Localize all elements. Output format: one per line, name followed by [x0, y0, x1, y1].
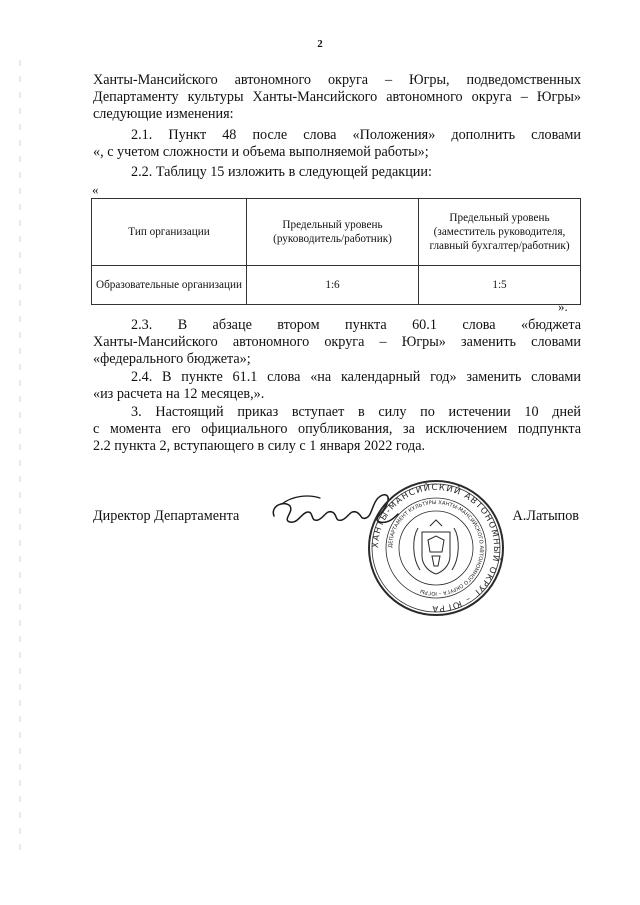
paragraph-3 [93, 404, 581, 455]
intro-line-1: Ханты-Мансийского автономного округа – Югры, подведомственных [93, 72, 581, 88]
table-quote-open: « [92, 182, 99, 197]
intro-line-2: Департаменту культуры Ханты-Мансийского автономного округа – Югры» [93, 89, 581, 105]
p2-4-line-2: «из расчета на 12 месяцев,». [93, 386, 265, 402]
p2-3-line-1: 2.3. В абзаце втором пункта 60.1 слова «бюджета [131, 317, 581, 333]
p3-line-2: с момента его официального опубликования, за исключением подпункта [93, 421, 581, 437]
table-header-cell: Предельный уровень (руководитель/работник) [247, 199, 419, 266]
coat-of-arms-icon [414, 520, 459, 574]
scan-margin-artifact [18, 60, 22, 860]
p3-line-3: 2.2 пункта 2, вступающего в силу с 1 января 2022 года. [93, 438, 426, 454]
table-cell: 1:5 [419, 266, 581, 305]
p2-2-line: 2.2. Таблицу 15 изложить в следующей редакции: [131, 164, 432, 180]
paragraph-2-3 [93, 317, 581, 368]
table-header-cell: Тип организации [92, 199, 247, 266]
paragraph-2-1 [93, 127, 581, 161]
p2-4-line-1: 2.4. В пункте 61.1 слова «на календарный год» заменить словами [131, 369, 581, 385]
page-number: 2 [317, 38, 323, 50]
p2-1-line-2: «, с учетом сложности и объема выполняемой работы»; [93, 144, 429, 160]
table-row [92, 266, 581, 305]
table-header-cell: Предельный уровень (заместитель руководителя, главный бухгалтер/работник) [419, 199, 581, 266]
stamp-outer-text: ХАНТЫ-МАНСИЙСКИЙ АВТОНОМНЫЙ ОКРУГ – ЮГРА [370, 482, 502, 614]
intro-line-3: следующие изменения: [93, 106, 234, 122]
p2-3-line-2: Ханты-Мансийского автономного округа – Югры» заменить словами [93, 334, 581, 350]
table-15 [91, 198, 581, 305]
signatory-title: Директор Департамента [93, 508, 240, 524]
stamp-inner-text: ДЕПАРТАМЕНТ КУЛЬТУРЫ ХАНТЫ-МАНСИЙСКОГО АВТОНОМНОГО ОКРУГА – ЮГРЫ [387, 499, 485, 597]
intro-paragraph [93, 72, 581, 123]
table-cell: 1:6 [247, 266, 419, 305]
paragraph-2-2 [93, 164, 581, 181]
p2-1-line-1: 2.1. Пункт 48 после слова «Положения» дополнить словами [131, 127, 581, 143]
paragraph-2-4 [93, 369, 581, 403]
table-quote-close: ». [558, 299, 568, 314]
p3-line-1: 3. Настоящий приказ вступает в силу по истечении 10 дней [131, 404, 581, 420]
table-cell: Образовательные организации [92, 266, 247, 305]
svg-text:ДЕПАРТАМЕНТ КУЛЬТУРЫ ХАНТЫ-МАН [388, 500, 484, 596]
official-stamp-icon [366, 478, 506, 618]
signatory-name: А.Латыпов [512, 508, 579, 524]
table-header-row [92, 199, 581, 266]
p2-3-line-3: «федерального бюджета»; [93, 351, 251, 367]
